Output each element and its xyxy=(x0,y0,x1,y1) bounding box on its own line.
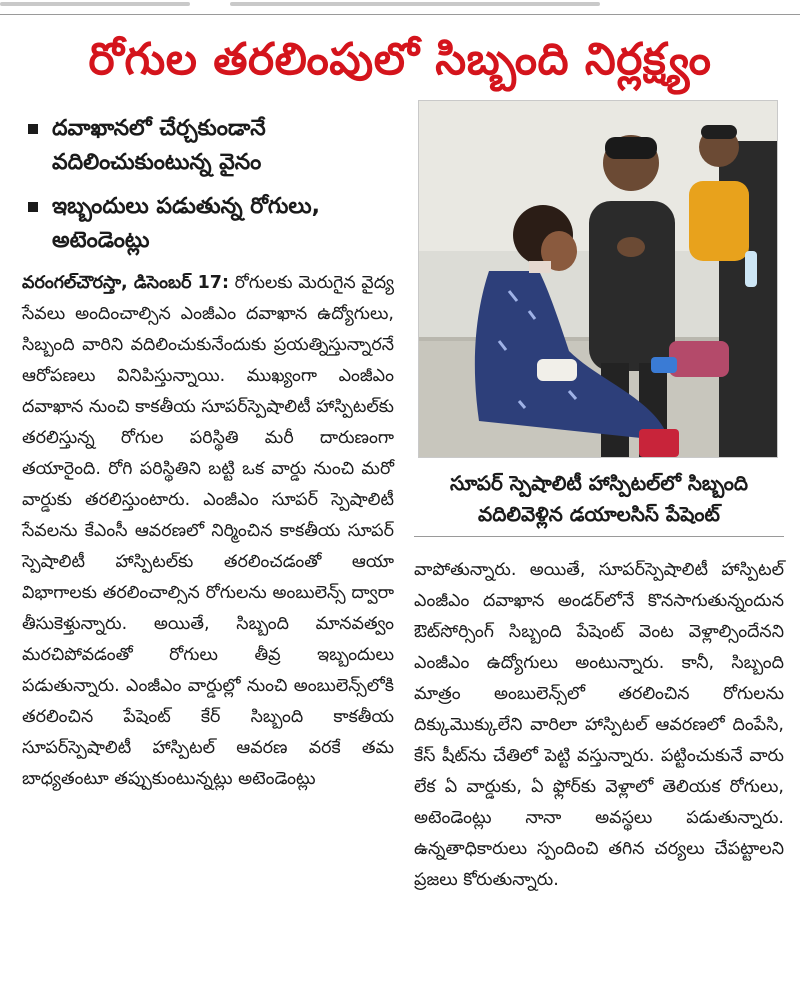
dateline: వరంగల్‌చౌరస్తా, డిసెంబర్ 17: xyxy=(22,273,229,293)
bullet-square-icon xyxy=(28,124,38,134)
bullet-square-icon xyxy=(28,202,38,212)
photo-caption: సూపర్ స్పెషాలిటీ హాస్పిటల్‌లో సిబ్బంది వదిలివెళ్లిన డయాలసిస్ పేషెంట్ xyxy=(414,468,784,537)
article-body-right: వాపోతున్నారు. అయితే, సూపర్‌స్పెషాలిటీ హాస్పిటల్ ఎంజీఎం దవాఖాన అండర్‌లోనే కొనసాగుతున్నందున ఔట్‌సోర్సింగ్ సిబ్బంది పేషెంట్ వెంట వెళ్లాల్సిందేనని ఎంజీఎం ఉద్యోగులు అంటున్నారు. కానీ, సిబ్బంది మాత్రం అంబులెన్స్‌లో తరలించిన రోగులను దిక్కుమొక్కులేని వారిలా హాస్పిటల్ ఆవరణలో దింపేసి, కేస్ షీట్‌ను చేతిలో పెట్టి వస్తున్నారు. పట్టించుకునే వారు లేక ఏ వార్డుకు, ఏ ఫ్లోర్‌కు వెళ్లాలో తెలియక రోగులు, అటెండెంట్లు నానా అవస్థలు పడుతున్నారు. ఉన్నతాధికారులు స్పందించి తగిన చర్యలు చేపట్టాలని ప్రజలు కోరుతున్నారు. xyxy=(414,560,784,890)
news-photo xyxy=(418,100,778,458)
highlight-text: ఇబ్బందులు పడుతున్న రోగులు, అటెండెంట్లు xyxy=(52,194,320,253)
highlight-item xyxy=(22,190,394,258)
top-rule xyxy=(0,0,800,15)
cropped-previous-text xyxy=(230,2,600,6)
article-body-left xyxy=(22,268,394,795)
cropped-previous-text xyxy=(0,2,190,6)
headline: రోగుల తరలింపులో సిబ్బంది నిర్లక్ష్యం xyxy=(88,34,712,85)
highlight-item xyxy=(22,112,394,180)
left-column xyxy=(22,112,394,795)
body-text-left: రోగులకు మెరుగైన వైద్య సేవలు అందించాల్సిన ఎంజీఎం దవాఖాన ఉద్యోగులు, సిబ్బంది వారిని వదిలించుకునేందుకు ప్రయత్నిస్తున్నారనే ఆరోపణలు వినిపిస్తున్నాయి. ముఖ్యంగా ఎంజీఎం దవాఖాన నుంచి కాకతీయ సూపర్‌స్పెషాలిటీ హాస్పిటల్‌కు తరలిస్తున్న రోగుల పరిస్థితి మరీ దారుణంగా తయారైంది. రోగి పరిస్థితిని బట్టి ఒక వార్డు నుంచి మరో వార్డుకు తరలిస్తుంటారు. ఎంజీఎం సూపర్ స్పెషాలిటీ సేవలను కేఎంసీ ఆవరణలో నిర్మించిన కాకతీయ సూపర్ స్పెషాలిటీ హాస్పిటల్‌కు తరలించడంతో ఆయా విభాగాలకు తరలించాల్సిన రోగులను అంబులెన్స్ ద్వారా తీసుకెళ్తున్నారు. అయితే, సిబ్బంది మానవత్వం మరచిపోవడంతో రోగులు తీవ్ర ఇబ్బందులు పడుతున్నారు. ఎంజీఎం వార్డుల్లో నుంచి అంబులెన్స్‌లోకి తరలించిన పేషెంట్ కేర్ సిబ్బంది కాకతీయ సూపర్‌స్పెషాలిటీ హాస్పిటల్ ఆవరణ వరకే తమ బాధ్యతంటూ తప్పుకుంటున్నట్లు అటెండెంట్లు xyxy=(22,273,394,789)
highlight-text: దవాఖానలో చేర్చకుండానే వదిలించుకుంటున్న వైనం xyxy=(52,116,266,175)
right-column xyxy=(414,100,784,896)
hospital-scene-illustration xyxy=(419,101,777,457)
